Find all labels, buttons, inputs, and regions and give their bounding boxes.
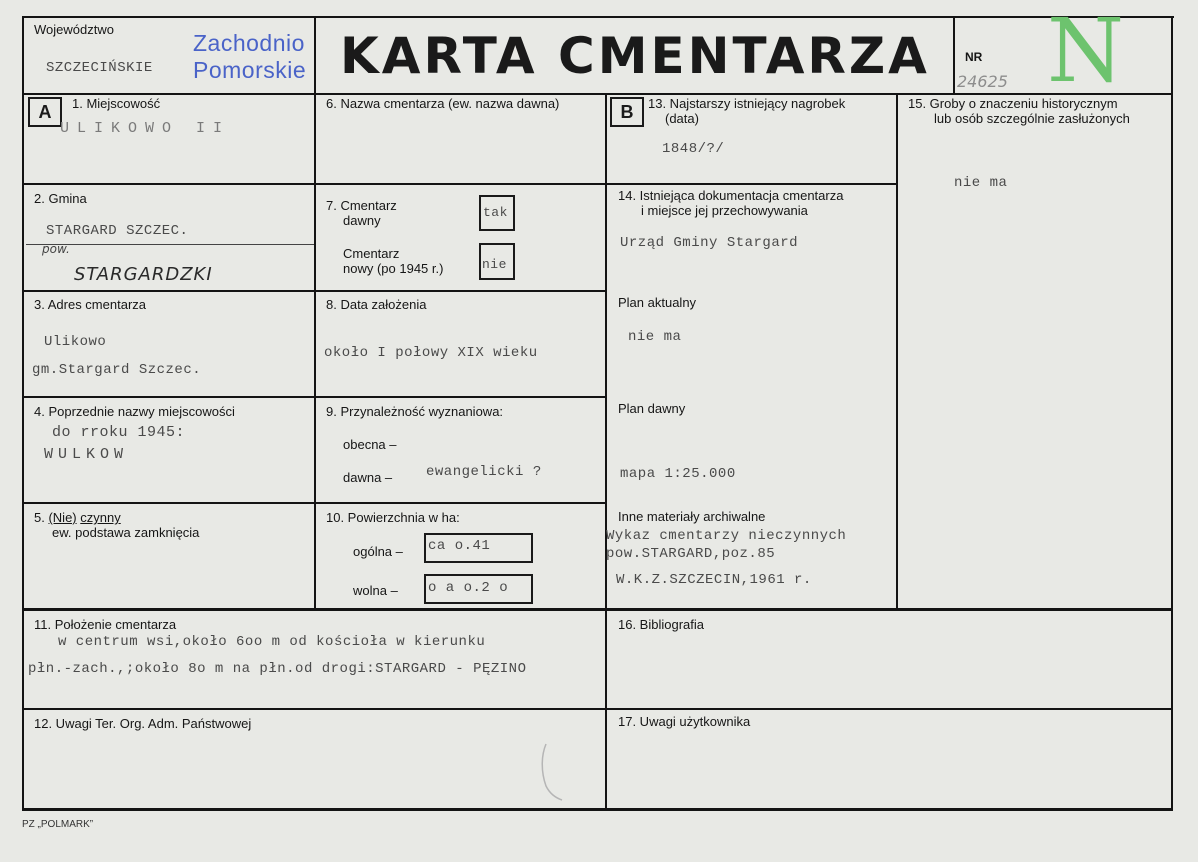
f9-obecna: obecna – (343, 437, 397, 452)
inne-line3: W.K.Z.SZCZECIN,1961 r. (616, 572, 812, 588)
letter-n-mark: N (1047, 0, 1124, 102)
f15-value: nie ma (954, 175, 1008, 191)
inne-line1: Wykaz cmentarzy nieczynnych (606, 528, 847, 544)
f1-label: 1. Miejscowość (72, 96, 161, 111)
header-bottom (22, 93, 1173, 95)
stamp-line-1: Zachodnio (193, 30, 305, 56)
f15-label-1: 15. Groby o znaczeniu historycznym (908, 96, 1118, 111)
nr-label: NR (965, 50, 983, 64)
f10-ogolna-box (424, 533, 533, 563)
f7-nowy-2: nowy (po 1945 r.) (343, 261, 444, 276)
row-line-12 (22, 708, 1173, 710)
header-divider-1 (314, 16, 316, 94)
f7-box-nowy (479, 243, 515, 280)
f14-label-2: i miejsce jej przechowywania (641, 203, 808, 218)
f5-czynny: czynny (80, 510, 121, 525)
wojewodztwo-value: SZCZECIŃSKIE (46, 60, 153, 76)
frame-right (1171, 16, 1173, 810)
frame-top (22, 16, 1174, 18)
inne-label: Inne materiały archiwalne (618, 509, 766, 524)
f14-value: Urząd Gminy Stargard (620, 235, 799, 251)
row-line-11 (22, 608, 1173, 611)
nr-value: 24625 (957, 72, 1008, 91)
row-line-3 (22, 396, 607, 398)
f8-label: 8. Data założenia (326, 297, 427, 312)
f7-box-nowy-value: nie (482, 257, 507, 272)
section-b-badge: B (610, 97, 644, 127)
inne-line2: pow.STARGARD,poz.85 (606, 546, 776, 562)
f7-nowy-1: Cmentarz (343, 246, 400, 261)
f7-box-dawny-value: tak (483, 205, 508, 220)
f10-ogolna-value: ca o.41 (428, 538, 491, 554)
card-title: KARTA CMENTARZA (340, 27, 930, 85)
region-stamp (193, 30, 306, 84)
f10-ogolna: ogólna – (353, 544, 403, 559)
f17-label: 17. Uwagi użytkownika (618, 714, 751, 729)
col-divider-b (605, 93, 607, 810)
f8-value: około I połowy XIX wieku (324, 345, 538, 361)
f13-label-1: 13. Najstarszy istniejący nagrobek (648, 96, 846, 111)
f11-line2: płn.-zach.,;około 8o m na płn.od drogi:STARGARD - PĘZINO (28, 661, 527, 677)
f14-label-1: 14. Istniejąca dokumentacja cmentarza (618, 188, 844, 203)
f10-label: 10. Powierzchnia w ha: (326, 510, 460, 525)
f1-value: ULIKOWO II (60, 120, 231, 137)
f11-line1: w centrum wsi,około 6oo m od kościoła w kierunku (58, 634, 486, 650)
f12-label: 12. Uwagi Ter. Org. Adm. Państwowej (34, 716, 252, 731)
plan-dawny-value: mapa 1:25.000 (620, 466, 736, 482)
col-divider-a (314, 93, 316, 611)
f13-value: 1848/?/ (662, 141, 725, 157)
frame-left (22, 16, 24, 810)
f3-line1: Ulikowo (44, 334, 107, 350)
f10-wolna-box (424, 574, 533, 604)
f6-label: 6. Nazwa cmentarza (ew. nazwa dawna) (326, 96, 560, 111)
f16-label: 16. Bibliografia (618, 617, 704, 632)
f9-dawna-value: ewangelicki ? (426, 464, 542, 480)
f13-label-2: (data) (665, 111, 699, 126)
f7-box-dawny (479, 195, 515, 231)
row-line-2 (22, 290, 607, 292)
f3-line2: gm.Stargard Szczec. (32, 362, 202, 378)
header-divider-2 (953, 16, 955, 94)
f2-value: STARGARD SZCZEC. (46, 223, 189, 239)
f4-line1: do rroku 1945: (52, 424, 186, 441)
wojewodztwo-label: Województwo (34, 22, 114, 37)
stamp-line-2: Pomorskie (193, 57, 307, 83)
plan-aktualny-value: nie ma (628, 329, 682, 345)
section-a-badge: A (28, 97, 62, 127)
f5-label (34, 510, 121, 525)
f2-label: 2. Gmina (34, 191, 87, 206)
f5-nie: (Nie) (48, 510, 77, 525)
row-line-b1 (605, 183, 897, 185)
f2-handwritten: STARGARDZKI (74, 264, 213, 285)
f9-dawna: dawna – (343, 470, 393, 485)
f7-dawny-2: dawny (343, 213, 381, 228)
f9-label: 9. Przynależność wyznaniowa: (326, 404, 504, 419)
f2-note: pow. (42, 242, 70, 256)
f4-label: 4. Poprzednie nazwy miejscowości (34, 404, 235, 419)
row-line-4 (22, 502, 607, 504)
frame-bottom (22, 808, 1173, 811)
f15-label-2: lub osób szczególnie zasłużonych (934, 111, 1130, 126)
f10-wolna: wolna – (353, 583, 398, 598)
plan-dawny-label: Plan dawny (618, 401, 686, 416)
pencil-mark (538, 742, 568, 802)
f11-label: 11. Położenie cmentarza (34, 617, 177, 632)
col-divider-c (896, 93, 898, 608)
f3-label: 3. Adres cmentarza (34, 297, 146, 312)
f10-wolna-value: o a o.2 o (428, 580, 509, 596)
f4-line2: WULKOW (44, 446, 129, 463)
f5-prefix: 5. (34, 510, 45, 525)
printer-mark: PZ „POLMARK” (22, 819, 94, 830)
f5-sub: ew. podstawa zamknięcia (52, 525, 200, 540)
plan-aktualny-label: Plan aktualny (618, 295, 697, 310)
row-line-1 (22, 183, 607, 185)
f7-dawny-1: 7. Cmentarz (326, 198, 397, 213)
